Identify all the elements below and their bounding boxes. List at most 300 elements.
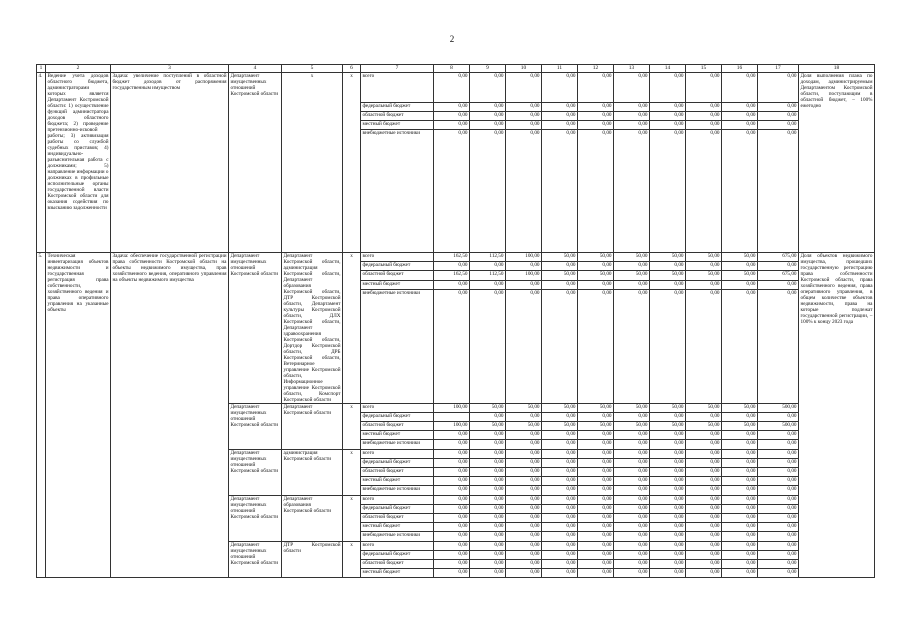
amount-cell: 0,00 xyxy=(722,440,758,450)
funding-source: местный бюджет xyxy=(361,431,434,440)
amount-cell: 0,00 xyxy=(578,431,614,440)
funding-source: областной бюджет xyxy=(361,112,434,121)
amount-cell: 0,00 xyxy=(722,496,758,505)
amount-cell: 162,50 xyxy=(434,271,470,280)
amount-cell: 0,00 xyxy=(650,551,686,560)
amount-cell: 0,00 xyxy=(578,73,614,103)
amount-cell: 50,00 xyxy=(578,422,614,431)
amount-cell: 0,00 xyxy=(758,440,799,450)
amount-cell: 500,00 xyxy=(758,404,799,413)
amount-cell: 675,00 xyxy=(758,271,799,280)
amount-cell: 50,00 xyxy=(470,422,506,431)
amount-cell: 0,00 xyxy=(470,459,506,468)
amount-cell: 0,00 xyxy=(470,262,506,271)
amount-cell: 0,00 xyxy=(434,551,470,560)
amount-cell: 0,00 xyxy=(434,431,470,440)
amount-cell: 0,00 xyxy=(470,505,506,514)
amount-cell: 0,00 xyxy=(470,542,506,551)
amount-cell: 0,00 xyxy=(542,505,578,514)
amount-cell: 0,00 xyxy=(506,280,542,289)
amount-cell: 0,00 xyxy=(722,103,758,112)
amount-cell: 0,00 xyxy=(434,440,470,450)
amount-cell: 0,00 xyxy=(686,121,722,130)
amount-cell: 0,00 xyxy=(686,450,722,459)
executor: Департамент имущественных отношений Костромской области xyxy=(229,253,282,404)
amount-cell: 0,00 xyxy=(686,542,722,551)
column-number-header: 2 xyxy=(46,65,111,73)
amount-cell: 0,00 xyxy=(686,523,722,532)
amount-cell: 50,00 xyxy=(686,404,722,413)
amount-cell xyxy=(434,413,470,422)
amount-cell: 0,00 xyxy=(758,459,799,468)
executor: Департамент имущественных отношений Костромской области xyxy=(229,73,282,253)
amount-cell: 50,00 xyxy=(470,404,506,413)
amount-cell: 0,00 xyxy=(506,496,542,505)
amount-cell: 0,00 xyxy=(578,450,614,459)
amount-cell: 0,00 xyxy=(758,112,799,121)
amount-cell: 0,00 xyxy=(758,431,799,440)
amount-cell: 0,00 xyxy=(506,450,542,459)
amount-cell: 50,00 xyxy=(542,422,578,431)
amount-cell: 0,00 xyxy=(506,130,542,253)
amount-cell: 50,00 xyxy=(542,404,578,413)
column-6-mark: х xyxy=(343,450,361,496)
amount-cell: 0,00 xyxy=(542,532,578,542)
amount-cell: 0,00 xyxy=(578,121,614,130)
amount-cell: 0,00 xyxy=(542,440,578,450)
amount-cell: 50,00 xyxy=(614,271,650,280)
amount-cell: 100,00 xyxy=(506,271,542,280)
amount-cell: 0,00 xyxy=(722,112,758,121)
amount-cell: 0,00 xyxy=(614,103,650,112)
amount-cell: 0,00 xyxy=(434,103,470,112)
amount-cell: 0,00 xyxy=(686,551,722,560)
column-number-header: 7 xyxy=(361,65,434,73)
amount-cell: 0,00 xyxy=(578,262,614,271)
amount-cell: 0,00 xyxy=(542,523,578,532)
amount-cell: 0,00 xyxy=(542,551,578,560)
amount-cell: 50,00 xyxy=(650,253,686,262)
amount-cell: 0,00 xyxy=(434,130,470,253)
amount-cell: 0,00 xyxy=(758,514,799,523)
amount-cell: 0,00 xyxy=(542,459,578,468)
amount-cell: 0,00 xyxy=(542,413,578,422)
amount-cell: 0,00 xyxy=(614,431,650,440)
co-executor: Департамент Костромской области, администрация Костромской области, Департамент образования Костромской области, ДТР Костромской области, Департамент культуры Костромской области, ДЛХ Костромской области, Департамент здравоохранения Костромской области, Дортдор Костромской области, ДРБ Костромской области, Ветеринарное управление Костромской области, Информационное управление Костромской области, Комспорт Костромской области xyxy=(283,253,341,403)
amount-cell: 0,00 xyxy=(650,121,686,130)
amount-cell: 0,00 xyxy=(758,450,799,459)
amount-cell: 0,00 xyxy=(470,496,506,505)
column-number-header: 5 xyxy=(282,65,343,73)
amount-cell: 0,00 xyxy=(758,523,799,532)
amount-cell: 0,00 xyxy=(650,262,686,271)
amount-cell: 0,00 xyxy=(434,280,470,289)
amount-cell: 0,00 xyxy=(506,262,542,271)
amount-cell: 50,00 xyxy=(578,271,614,280)
amount-cell: 0,00 xyxy=(614,496,650,505)
amount-cell: 0,00 xyxy=(650,440,686,450)
amount-cell: 0,00 xyxy=(686,505,722,514)
amount-cell: 0,00 xyxy=(650,103,686,112)
amount-cell: 0,00 xyxy=(434,459,470,468)
amount-cell: 0,00 xyxy=(434,477,470,486)
amount-cell: 0,00 xyxy=(722,551,758,560)
amount-cell: 0,00 xyxy=(686,486,722,496)
amount-cell: 0,00 xyxy=(506,569,542,578)
amount-cell: 50,00 xyxy=(686,271,722,280)
amount-cell: 0,00 xyxy=(614,542,650,551)
amount-cell: 0,00 xyxy=(686,112,722,121)
header-row xyxy=(37,65,875,73)
event-name: Техническая инвентаризация объектов недвижимости и государственная регистрация права собственности, хозяйственного ведения и права оперативного управления на указанные объекты xyxy=(46,253,111,578)
amount-cell: 0,00 xyxy=(470,121,506,130)
amount-cell: 0,00 xyxy=(650,523,686,532)
amount-cell: 0,00 xyxy=(686,514,722,523)
funding-source: местный бюджет xyxy=(361,477,434,486)
amount-cell: 50,00 xyxy=(542,253,578,262)
amount-cell: 0,00 xyxy=(506,468,542,477)
amount-cell: 50,00 xyxy=(650,271,686,280)
amount-cell: 0,00 xyxy=(434,73,470,103)
amount-cell: 0,00 xyxy=(650,431,686,440)
amount-cell: 0,00 xyxy=(758,121,799,130)
amount-cell: 50,00 xyxy=(650,404,686,413)
amount-cell: 0,00 xyxy=(470,73,506,103)
amount-cell: 0,00 xyxy=(542,121,578,130)
funding-source: внебюджетные источники xyxy=(361,289,434,403)
amount-cell: 0,00 xyxy=(578,551,614,560)
column-6-mark: х xyxy=(343,404,361,450)
amount-cell: 0,00 xyxy=(758,130,799,253)
column-number-header: 16 xyxy=(722,65,758,73)
amount-cell: 0,00 xyxy=(434,569,470,578)
amount-cell: 0,00 xyxy=(542,103,578,112)
amount-cell: 0,00 xyxy=(578,505,614,514)
amount-cell: 0,00 xyxy=(434,523,470,532)
amount-cell: 0,00 xyxy=(758,103,799,112)
funding-source: всего xyxy=(361,496,434,505)
column-number-header: 8 xyxy=(434,65,470,73)
amount-cell: 0,00 xyxy=(506,486,542,496)
amount-cell: 50,00 xyxy=(686,422,722,431)
amount-cell: 0,00 xyxy=(650,289,686,403)
amount-cell: 0,00 xyxy=(470,450,506,459)
amount-cell: 0,00 xyxy=(686,289,722,403)
executor: Департамент имущественных отношений Костромской области xyxy=(229,542,282,578)
amount-cell: 0,00 xyxy=(470,569,506,578)
amount-cell: 0,00 xyxy=(614,413,650,422)
amount-cell: 0,00 xyxy=(506,523,542,532)
co-executor: ДТР Костромской области xyxy=(282,542,343,578)
funding-source: местный бюджет xyxy=(361,121,434,130)
amount-cell: 0,00 xyxy=(542,73,578,103)
amount-cell: 0,00 xyxy=(650,413,686,422)
funding-source: областной бюджет xyxy=(361,468,434,477)
amount-cell: 0,00 xyxy=(722,280,758,289)
amount-cell: 112,50 xyxy=(470,271,506,280)
column-number-header: 13 xyxy=(614,65,650,73)
amount-cell: 0,00 xyxy=(578,486,614,496)
amount-cell: 0,00 xyxy=(614,486,650,496)
amount-cell: 0,00 xyxy=(722,514,758,523)
amount-cell: 0,00 xyxy=(650,560,686,569)
co-executor: администрация Костромской области xyxy=(282,450,343,496)
funding-source: всего xyxy=(361,542,434,551)
amount-cell: 0,00 xyxy=(434,514,470,523)
amount-cell: 0,00 xyxy=(722,505,758,514)
amount-cell: 0,00 xyxy=(722,413,758,422)
amount-cell: 0,00 xyxy=(470,560,506,569)
amount-cell: 0,00 xyxy=(614,514,650,523)
amount-cell: 0,00 xyxy=(434,560,470,569)
amount-cell: 0,00 xyxy=(686,280,722,289)
amount-cell: 0,00 xyxy=(506,431,542,440)
funding-source: всего xyxy=(361,253,434,262)
column-number-header: 6 xyxy=(343,65,361,73)
amount-cell: 0,00 xyxy=(614,450,650,459)
amount-cell: 0,00 xyxy=(614,121,650,130)
amount-cell: 500,00 xyxy=(758,422,799,431)
table-row xyxy=(37,253,875,262)
amount-cell: 0,00 xyxy=(434,486,470,496)
amount-cell: 0,00 xyxy=(470,440,506,450)
task-text: Задача: обеспечение государственной регистрации права собственности Костромской области на объекты недвижимого имущества, прав хозяйственного ведения, оперативного управления на объекты недвижимого имущества xyxy=(111,253,229,578)
funding-source: областной бюджет xyxy=(361,271,434,280)
amount-cell: 0,00 xyxy=(686,532,722,542)
amount-cell: 0,00 xyxy=(650,450,686,459)
amount-cell: 0,00 xyxy=(470,514,506,523)
amount-cell: 0,00 xyxy=(470,130,506,253)
funding-source: всего xyxy=(361,404,434,413)
column-number-header: 14 xyxy=(650,65,686,73)
amount-cell: 0,00 xyxy=(578,496,614,505)
funding-source: всего xyxy=(361,450,434,459)
column-number-header: 12 xyxy=(578,65,614,73)
amount-cell: 0,00 xyxy=(434,450,470,459)
amount-cell: 0,00 xyxy=(758,569,799,578)
amount-cell: 0,00 xyxy=(686,477,722,486)
amount-cell: 0,00 xyxy=(758,505,799,514)
amount-cell: 0,00 xyxy=(434,542,470,551)
amount-cell: 0,00 xyxy=(506,73,542,103)
amount-cell: 0,00 xyxy=(506,477,542,486)
amount-cell: 0,00 xyxy=(578,542,614,551)
amount-cell: 0,00 xyxy=(506,289,542,403)
page-number: 2 xyxy=(449,34,455,44)
amount-cell: 0,00 xyxy=(434,532,470,542)
amount-cell: 0,00 xyxy=(722,523,758,532)
funding-source: областной бюджет xyxy=(361,560,434,569)
amount-cell: 0,00 xyxy=(578,514,614,523)
amount-cell: 0,00 xyxy=(614,73,650,103)
amount-cell: 0,00 xyxy=(614,551,650,560)
funding-source: федеральный бюджет xyxy=(361,103,434,112)
amount-cell: 50,00 xyxy=(722,422,758,431)
amount-cell: 0,00 xyxy=(614,505,650,514)
column-6-mark: х xyxy=(343,253,361,404)
amount-cell: 0,00 xyxy=(758,413,799,422)
executor: Департамент имущественных отношений Костромской области xyxy=(229,496,282,542)
amount-cell: 0,00 xyxy=(614,130,650,253)
amount-cell: 0,00 xyxy=(686,262,722,271)
amount-cell: 100,00 xyxy=(506,253,542,262)
amount-cell: 0,00 xyxy=(686,468,722,477)
amount-cell: 0,00 xyxy=(614,532,650,542)
amount-cell: 0,00 xyxy=(650,468,686,477)
amount-cell: 0,00 xyxy=(650,569,686,578)
funding-source: местный бюджет xyxy=(361,569,434,578)
amount-cell: 0,00 xyxy=(758,551,799,560)
column-6-mark: х xyxy=(343,496,361,542)
amount-cell: 50,00 xyxy=(506,422,542,431)
column-number-header: 3 xyxy=(111,65,229,73)
amount-cell: 0,00 xyxy=(650,73,686,103)
amount-cell: 0,00 xyxy=(614,468,650,477)
amount-cell: 0,00 xyxy=(470,103,506,112)
co-executor: Департамент образования Костромской области xyxy=(282,496,343,542)
amount-cell: 0,00 xyxy=(470,532,506,542)
program-events-table xyxy=(36,64,875,578)
amount-cell: 0,00 xyxy=(650,477,686,486)
amount-cell: 0,00 xyxy=(542,112,578,121)
amount-cell: 0,00 xyxy=(758,289,799,403)
amount-cell: 0,00 xyxy=(758,262,799,271)
amount-cell: 0,00 xyxy=(722,130,758,253)
amount-cell: 0,00 xyxy=(686,440,722,450)
column-number-header: 10 xyxy=(506,65,542,73)
amount-cell: 0,00 xyxy=(614,440,650,450)
amount-cell: 0,00 xyxy=(758,532,799,542)
amount-cell: 0,00 xyxy=(722,431,758,440)
amount-cell: 0,00 xyxy=(758,477,799,486)
amount-cell: 0,00 xyxy=(434,505,470,514)
amount-cell: 0,00 xyxy=(758,542,799,551)
column-number-header: 15 xyxy=(686,65,722,73)
amount-cell: 0,00 xyxy=(470,523,506,532)
amount-cell: 0,00 xyxy=(434,262,470,271)
funding-source: областной бюджет xyxy=(361,422,434,431)
amount-cell: 50,00 xyxy=(614,422,650,431)
amount-cell: 0,00 xyxy=(650,496,686,505)
funding-source: всего xyxy=(361,73,434,103)
amount-cell: 0,00 xyxy=(542,431,578,440)
amount-cell: 50,00 xyxy=(650,422,686,431)
amount-cell: 0,00 xyxy=(434,496,470,505)
amount-cell: 0,00 xyxy=(722,289,758,403)
amount-cell: 0,00 xyxy=(650,112,686,121)
amount-cell: 0,00 xyxy=(614,569,650,578)
amount-cell: 0,00 xyxy=(578,103,614,112)
funding-source: областной бюджет xyxy=(361,514,434,523)
amount-cell: 0,00 xyxy=(650,542,686,551)
amount-cell: 0,00 xyxy=(470,477,506,486)
amount-cell: 0,00 xyxy=(470,551,506,560)
amount-cell: 0,00 xyxy=(722,450,758,459)
amount-cell: 100,00 xyxy=(434,422,470,431)
amount-cell: 0,00 xyxy=(686,103,722,112)
funding-source: федеральный бюджет xyxy=(361,459,434,468)
amount-cell: 0,00 xyxy=(578,532,614,542)
column-number-header: 9 xyxy=(470,65,506,73)
funding-source: федеральный бюджет xyxy=(361,505,434,514)
amount-cell: 0,00 xyxy=(722,262,758,271)
amount-cell: 0,00 xyxy=(506,103,542,112)
funding-source: внебюджетные источники xyxy=(361,532,434,542)
amount-cell: 0,00 xyxy=(470,486,506,496)
amount-cell: 0,00 xyxy=(434,468,470,477)
amount-cell: 50,00 xyxy=(542,271,578,280)
amount-cell: 0,00 xyxy=(686,413,722,422)
amount-cell: 50,00 xyxy=(578,404,614,413)
amount-cell: 0,00 xyxy=(470,413,506,422)
target-indicator: Доля объектов недвижимого имущества, прошедших государственную регистрацию права собственности Костромской области, права хозяйственного ведения, права оперативного управления, в общем количестве объектов недвижимости, права на которые подлежат государственной регистрации, – 100% к концу 2023 года xyxy=(799,253,875,578)
funding-source: внебюджетные источники xyxy=(361,440,434,450)
amount-cell: 0,00 xyxy=(506,505,542,514)
amount-cell: 50,00 xyxy=(722,404,758,413)
amount-cell: 0,00 xyxy=(506,542,542,551)
amount-cell: 0,00 xyxy=(434,289,470,403)
amount-cell: 0,00 xyxy=(614,112,650,121)
amount-cell: 0,00 xyxy=(578,459,614,468)
column-6-mark: х xyxy=(343,542,361,578)
amount-cell: 0,00 xyxy=(578,560,614,569)
column-number-header: 11 xyxy=(542,65,578,73)
column-6-mark: х xyxy=(343,73,361,253)
funding-source: внебюджетные источники xyxy=(361,130,434,253)
task-text: Задача: увеличение поступлений в областной бюджет доходов от распоряжения государственным имуществом xyxy=(111,73,229,253)
amount-cell: 0,00 xyxy=(542,289,578,403)
amount-cell: 0,00 xyxy=(722,569,758,578)
amount-cell: 0,00 xyxy=(650,280,686,289)
amount-cell: 0,00 xyxy=(758,496,799,505)
event-name: Ведение учета доходов областного бюджета, администраторами которых является Департамент Костромской области: 1) осуществление функций администратора доходов областного бюджета; 2) проведение претензионно-исковой работы; 3) активизация работы со службой судебных приставов; 4) индивидуально-разъяснительная работа с должниками; 5) направление информации о должниках в профильные исполнительные органы государственной власти Костромской области для оказания содействия по взысканию задолженности xyxy=(46,73,111,253)
amount-cell: 0,00 xyxy=(722,121,758,130)
amount-cell: 50,00 xyxy=(722,253,758,262)
amount-cell: 0,00 xyxy=(758,486,799,496)
executor: Департамент имущественных отношений Костромской области xyxy=(229,404,282,450)
amount-cell: 0,00 xyxy=(722,542,758,551)
amount-cell: 0,00 xyxy=(650,514,686,523)
amount-cell: 0,00 xyxy=(686,459,722,468)
amount-cell: 50,00 xyxy=(722,271,758,280)
amount-cell: 0,00 xyxy=(614,289,650,403)
amount-cell: 0,00 xyxy=(542,468,578,477)
amount-cell: 0,00 xyxy=(506,514,542,523)
amount-cell: 0,00 xyxy=(578,112,614,121)
co-executor: х xyxy=(282,73,343,253)
amount-cell: 0,00 xyxy=(578,440,614,450)
amount-cell: 0,00 xyxy=(686,560,722,569)
column-number-header: 17 xyxy=(758,65,799,73)
amount-cell: 50,00 xyxy=(614,253,650,262)
amount-cell: 0,00 xyxy=(542,450,578,459)
amount-cell: 0,00 xyxy=(722,459,758,468)
amount-cell: 0,00 xyxy=(578,523,614,532)
column-number-header: 4 xyxy=(229,65,282,73)
amount-cell: 0,00 xyxy=(614,459,650,468)
amount-cell: 0,00 xyxy=(614,262,650,271)
amount-cell: 0,00 xyxy=(650,486,686,496)
amount-cell: 0,00 xyxy=(434,121,470,130)
amount-cell: 0,00 xyxy=(686,130,722,253)
row-number: 5. xyxy=(37,253,46,578)
amount-cell: 675,00 xyxy=(758,253,799,262)
amount-cell: 0,00 xyxy=(758,73,799,103)
amount-cell: 0,00 xyxy=(506,459,542,468)
amount-cell: 0,00 xyxy=(506,121,542,130)
executor: Департамент имущественных отношений Костромской области xyxy=(229,450,282,496)
amount-cell: 0,00 xyxy=(470,280,506,289)
